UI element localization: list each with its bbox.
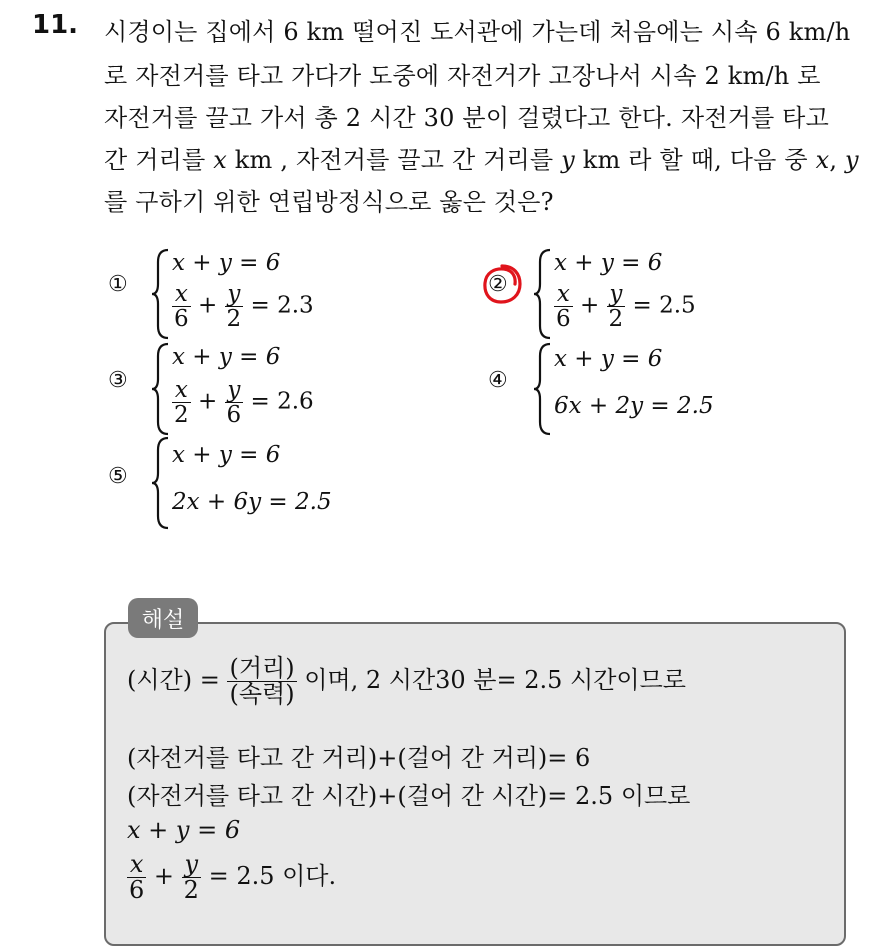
solution-tag: 해설 <box>128 598 198 638</box>
question-line-2: 로 자전거를 타고 가다가 도중에 자전거가 고장나서 시속 2 km/h 로 <box>104 62 821 90</box>
equation-2: 6x + 2y = 2.5 <box>554 393 714 419</box>
solution-line-3: (자전거를 타고 간 시간)+(걸어 간 시간)= 2.5 이므로 <box>127 782 691 810</box>
equation-1: x + y = 6 <box>554 250 663 276</box>
question-line-3: 자전거를 끌고 가서 총 2 시간 30 분이 걸렸다고 한다. 자전거를 타고 <box>104 104 829 132</box>
solution-line-5: $\frac{x}{6}$ + $\frac{y}{2}$ = 2.5 이다. <box>129 850 337 905</box>
solution-line-2: (자전거를 타고 간 거리)+(걸어 간 거리)= 6 <box>127 744 591 772</box>
equation-1: x + y = 6 <box>172 250 281 276</box>
brace-icon <box>150 342 170 436</box>
question-line-1: 시경이는 집에서 6 km 떨어진 도서관에 가는데 처음에는 시속 6 km/h <box>104 18 851 46</box>
choice-number: ⑤ <box>108 464 128 489</box>
choice-number: ④ <box>488 368 508 393</box>
question-line-4: 간 거리를 x km , 자전거를 끌고 간 거리를 y km 라 할 때, 다음 중 x, y <box>104 146 859 174</box>
equation-1: x + y = 6 <box>172 344 281 370</box>
brace-icon <box>150 248 170 340</box>
brace-icon <box>532 342 552 436</box>
equation-2: $\frac{x}{6}$ + $\frac{y}{2}$ = 2.3 <box>174 281 314 333</box>
brace-icon <box>532 248 552 340</box>
question-number: 11. <box>32 10 79 40</box>
equation-2: $\frac{x}{6}$ + $\frac{y}{2}$ = 2.5 <box>556 281 696 333</box>
solution-line-4: x + y = 6 <box>127 816 241 844</box>
brace-icon <box>150 436 170 530</box>
choice-number: ② <box>488 272 508 297</box>
equation-2: 2x + 6y = 2.5 <box>172 489 332 515</box>
equation-1: x + y = 6 <box>554 346 663 372</box>
solution-line-1: (시간) = $\frac{\text{(거리)}}{\text{(속력)}}$ 이며, 2 시간30 분= 2.5 시간이므로 <box>127 654 686 709</box>
equation-1: x + y = 6 <box>172 442 281 468</box>
choice-number: ① <box>108 272 128 297</box>
question-line-5: 를 구하기 위한 연립방정식으로 옳은 것은? <box>104 188 554 216</box>
equation-2: $\frac{x}{2}$ + $\frac{y}{6}$ = 2.6 <box>174 377 314 429</box>
choice-number: ③ <box>108 368 128 393</box>
